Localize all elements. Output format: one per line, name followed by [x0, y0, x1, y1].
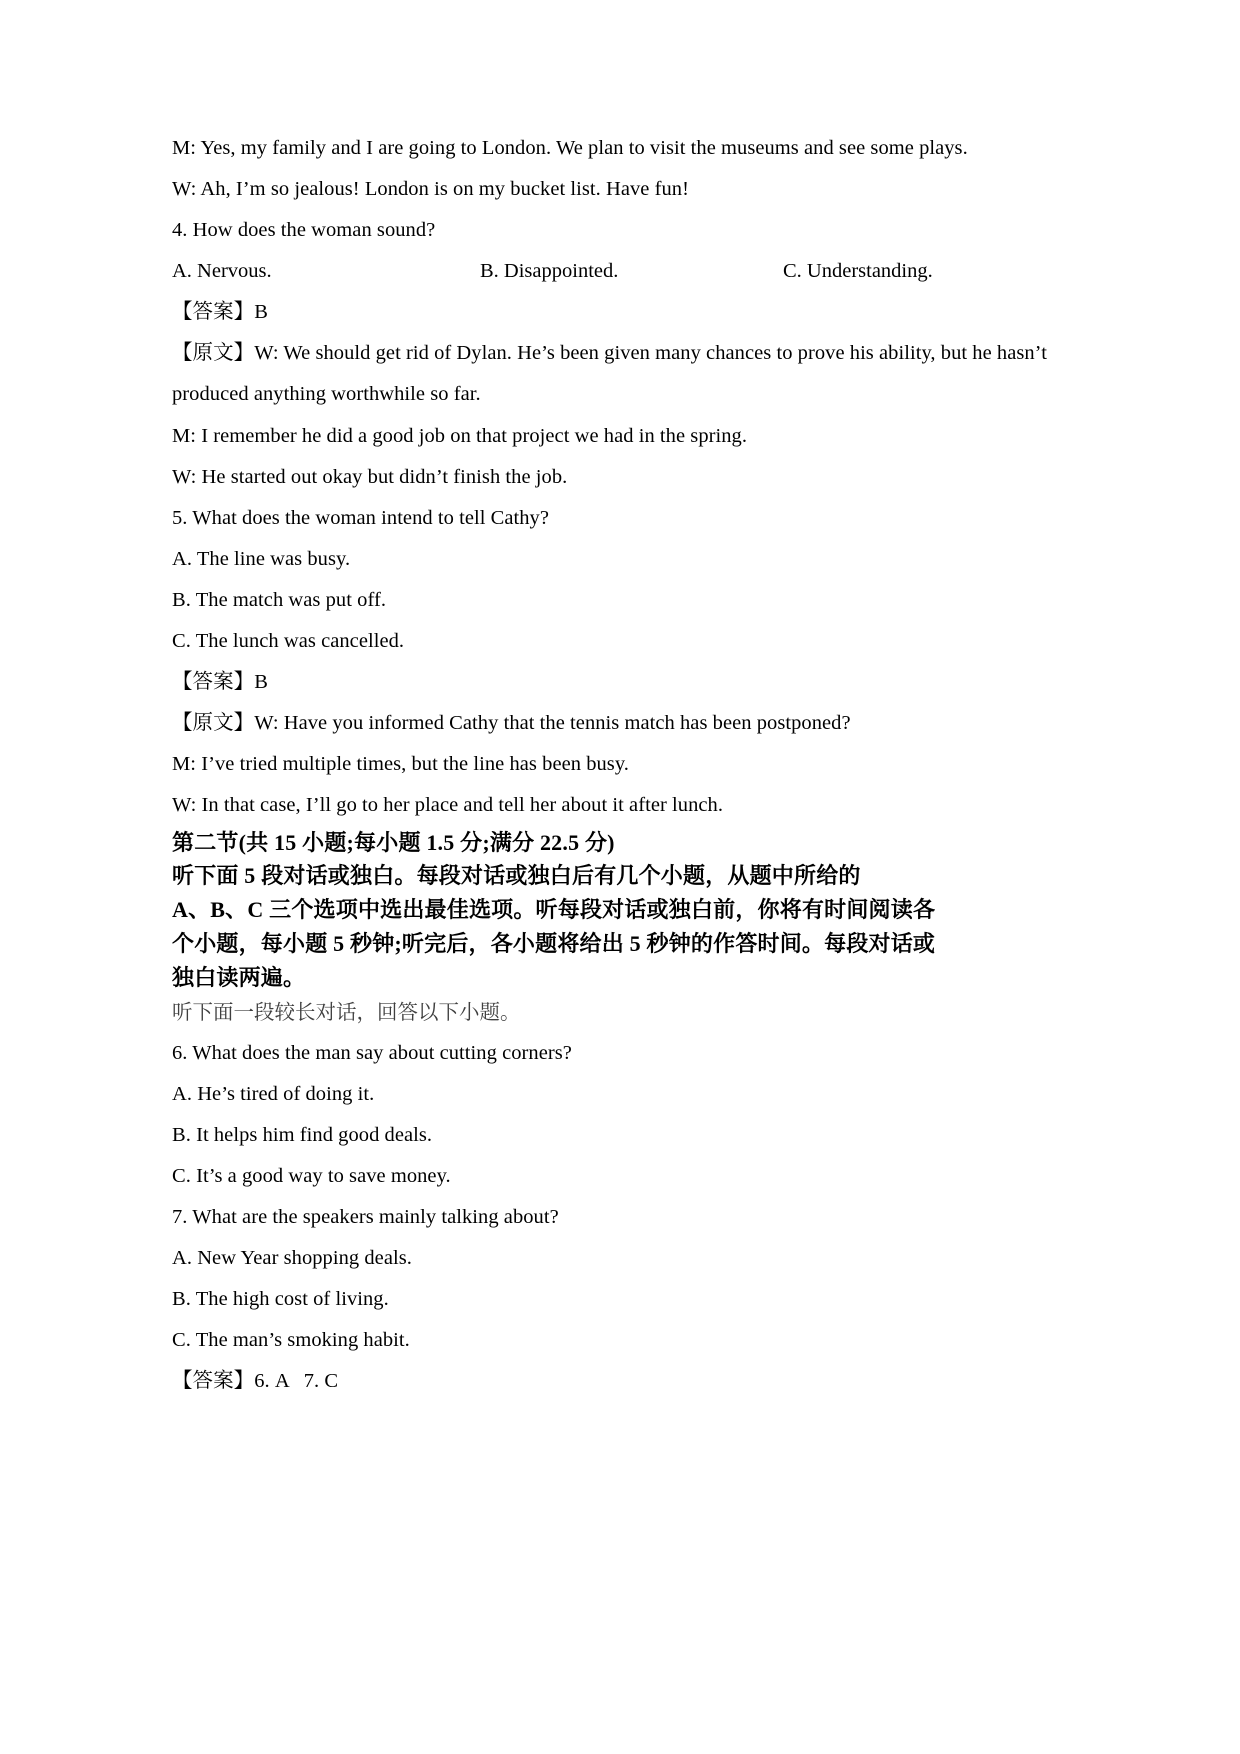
- question-4-stem: 4. How does the woman sound?: [172, 219, 436, 241]
- question-6-option-a[interactable]: A. He’s tired of doing it.: [172, 1083, 375, 1105]
- section-instruction-line-3: 个小题，每小题 5 秒钟;听完后，各小题将给出 5 秒钟的作答时间。每段对话或: [172, 931, 936, 956]
- section-heading: 第二节(共 15 小题;每小题 1.5 分;满分 22.5 分): [172, 830, 615, 855]
- question-5-option-a[interactable]: A. The line was busy.: [172, 548, 351, 570]
- question-7-stem: 7. What are the speakers mainly talking about?: [172, 1206, 559, 1228]
- answer-label: 【答案】: [172, 671, 255, 693]
- answer-value: B: [254, 671, 268, 693]
- document-body: [172, 128, 1068, 1401]
- question-5-answer: [172, 662, 1068, 702]
- question-4-script-line-2: M: I remember he did a good job on that project we had in the spring.: [172, 425, 748, 447]
- question-4-script-line-3: W: He started out okay but didn’t finish the job.: [172, 466, 568, 488]
- question-6-stem: 6. What does the man say about cutting corners?: [172, 1042, 572, 1064]
- question-4-option-a[interactable]: A. Nervous.: [172, 260, 272, 282]
- question-7-option-a[interactable]: A. New Year shopping deals.: [172, 1247, 412, 1269]
- question-5-option-b[interactable]: B. The match was put off.: [172, 589, 386, 611]
- question-7-option-b[interactable]: B. The high cost of living.: [172, 1288, 389, 1310]
- question-5-option-c[interactable]: C. The lunch was cancelled.: [172, 630, 405, 652]
- answer-label: 【答案】: [172, 301, 255, 323]
- question-4-script-line-1: 【原文】W: We should get rid of Dylan. He’s been given many chances to prove his ability, but he hasn’t produced anything worthwhile so far.: [172, 342, 1047, 405]
- dialogue-line-man: M: Yes, my family and I are going to London. We plan to visit the museums and see some plays.: [172, 137, 968, 159]
- dialogue-line-woman: W: Ah, I’m so jealous! London is on my bucket list. Have fun!: [172, 178, 689, 200]
- final-answer: [172, 1361, 1068, 1401]
- final-answer-first: 6. A: [254, 1370, 290, 1392]
- question-5-script-line-2: M: I’ve tried multiple times, but the line has been busy.: [172, 753, 629, 775]
- answer-value: B: [254, 301, 268, 323]
- answer-label: 【答案】: [172, 1370, 255, 1392]
- question-7-option-c[interactable]: C. The man’s smoking habit.: [172, 1329, 410, 1351]
- section-instruction-line-4: 独白读两遍。: [172, 965, 306, 990]
- question-5-script-line-3: W: In that case, I’ll go to her place and tell her about it after lunch.: [172, 794, 723, 816]
- question-4-option-c[interactable]: C. Understanding.: [783, 260, 933, 282]
- question-4-options: [172, 251, 1068, 291]
- question-6-option-b[interactable]: B. It helps him find good deals.: [172, 1124, 433, 1146]
- question-6-option-c[interactable]: C. It’s a good way to save money.: [172, 1165, 451, 1187]
- section-instruction-line-1: 听下面 5 段对话或独白。每段对话或独白后有几个小题，从题中所给的: [172, 863, 861, 888]
- section-note: 听下面一段较长对话，回答以下小题。: [172, 1002, 521, 1024]
- question-5-stem: 5. What does the woman intend to tell Cathy?: [172, 507, 550, 529]
- question-4-answer: [172, 292, 1068, 332]
- question-5-script-line-1: 【原文】W: Have you informed Cathy that the tennis match has been postponed?: [172, 712, 851, 734]
- section-instruction-line-2: A、B、C 三个选项中选出最佳选项。听每段对话或独白前，你将有时间阅读各: [172, 897, 936, 922]
- question-4-option-b[interactable]: B. Disappointed.: [480, 260, 619, 282]
- final-answer-second: 7. C: [303, 1370, 339, 1392]
